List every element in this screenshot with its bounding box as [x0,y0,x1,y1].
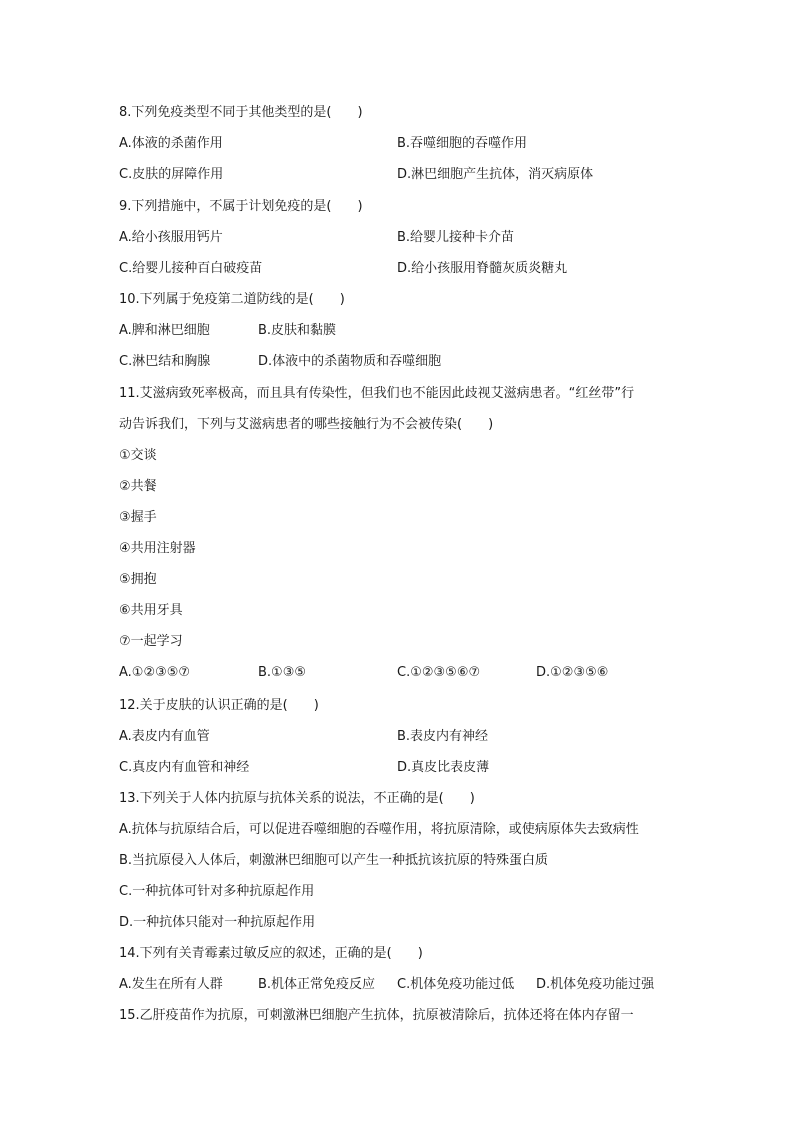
question-11-item-4: ④共用注射器 [119,541,196,556]
question-9-option-c: C.给婴儿接种百白破疫苗 [119,261,263,276]
question-11-item-5: ⑤拥抱 [119,572,157,587]
question-14-option-c: C.机体免疫功能过低 [397,977,515,992]
question-14-option-b: B.机体正常免疫反应 [258,977,376,992]
question-14-option-a: A.发生在所有人群 [119,977,223,992]
question-13-option-c: C.一种抗体可针对多种抗原起作用 [119,884,315,899]
question-11-item-2: ②共餐 [119,479,157,494]
question-11-item-3: ③握手 [119,510,157,525]
question-12-option-b: B.表皮内有神经 [397,729,489,744]
question-13-option-b: B.当抗原侵入人体后，刺激淋巴细胞可以产生一种抵抗该抗原的特殊蛋白质 [119,853,549,868]
question-8-option-a: A.体液的杀菌作用 [119,136,223,151]
question-12-option-d: D.真皮比表皮薄 [397,760,490,775]
question-9-option-b: B.给婴儿接种卡介苗 [397,230,515,245]
question-11-item-7: ⑦一起学习 [119,634,183,649]
question-11-option-d: D.①②③⑤⑥ [536,665,609,680]
question-12-option-a: A.表皮内有血管 [119,729,210,744]
question-11-item-1: ①交谈 [119,448,157,463]
question-8-option-c: C.皮肤的屏障作用 [119,167,224,182]
question-9-stem: 9.下列措施中，不属于计划免疫的是( ) [119,199,363,214]
question-10-option-d: D.体液中的杀菌物质和吞噬细胞 [258,354,442,369]
question-15-stem: 15.乙肝疫苗作为抗原，可刺激淋巴细胞产生抗体，抗原被清除后，抗体还将在体内存留一 [119,1008,634,1023]
question-10-option-b: B.皮肤和黏膜 [258,323,337,338]
question-12-option-c: C.真皮内有血管和神经 [119,760,250,775]
question-14-stem: 14.下列有关青霉素过敏反应的叙述，正确的是( ) [119,946,423,961]
question-14-option-d: D.机体免疫功能过强 [536,977,655,992]
question-13-option-d: D.一种抗体只能对一种抗原起作用 [119,915,316,930]
question-12-stem: 12.关于皮肤的认识正确的是( ) [119,698,319,713]
question-13-stem: 13.下列关于人体内抗原与抗体关系的说法，不正确的是( ) [119,791,475,806]
question-9-option-d: D.给小孩服用脊髓灰质炎糖丸 [397,261,568,276]
question-11-item-6: ⑥共用牙具 [119,603,183,618]
question-10-option-a: A.脾和淋巴细胞 [119,323,210,338]
question-11-option-a: A.①②③⑤⑦ [119,665,191,680]
question-9-option-a: A.给小孩服用钙片 [119,230,223,245]
question-8-option-d: D.淋巴细胞产生抗体，消灭病原体 [397,167,594,182]
question-10-option-c: C.淋巴结和胸腺 [119,354,211,369]
question-13-option-a: A.抗体与抗原结合后，可以促进吞噬细胞的吞噬作用，将抗原清除，或使病原体失去致病性 [119,822,639,837]
question-10-stem: 10.下列属于免疫第二道防线的是( ) [119,292,345,307]
question-11-option-b: B.①③⑤ [258,665,307,680]
question-8-option-b: B.吞噬细胞的吞噬作用 [397,136,528,151]
question-11-option-c: C.①②③⑤⑥⑦ [397,665,481,680]
question-8-stem: 8.下列免疫类型不同于其他类型的是( ) [119,105,363,120]
question-11-stem-line-1: 11.艾滋病致死率极高，而且具有传染性，但我们也不能因此歧视艾滋病患者。“红丝带”行 [119,386,635,401]
question-11-stem-line-2: 动告诉我们，下列与艾滋病患者的哪些接触行为不会被传染( ) [119,417,494,432]
